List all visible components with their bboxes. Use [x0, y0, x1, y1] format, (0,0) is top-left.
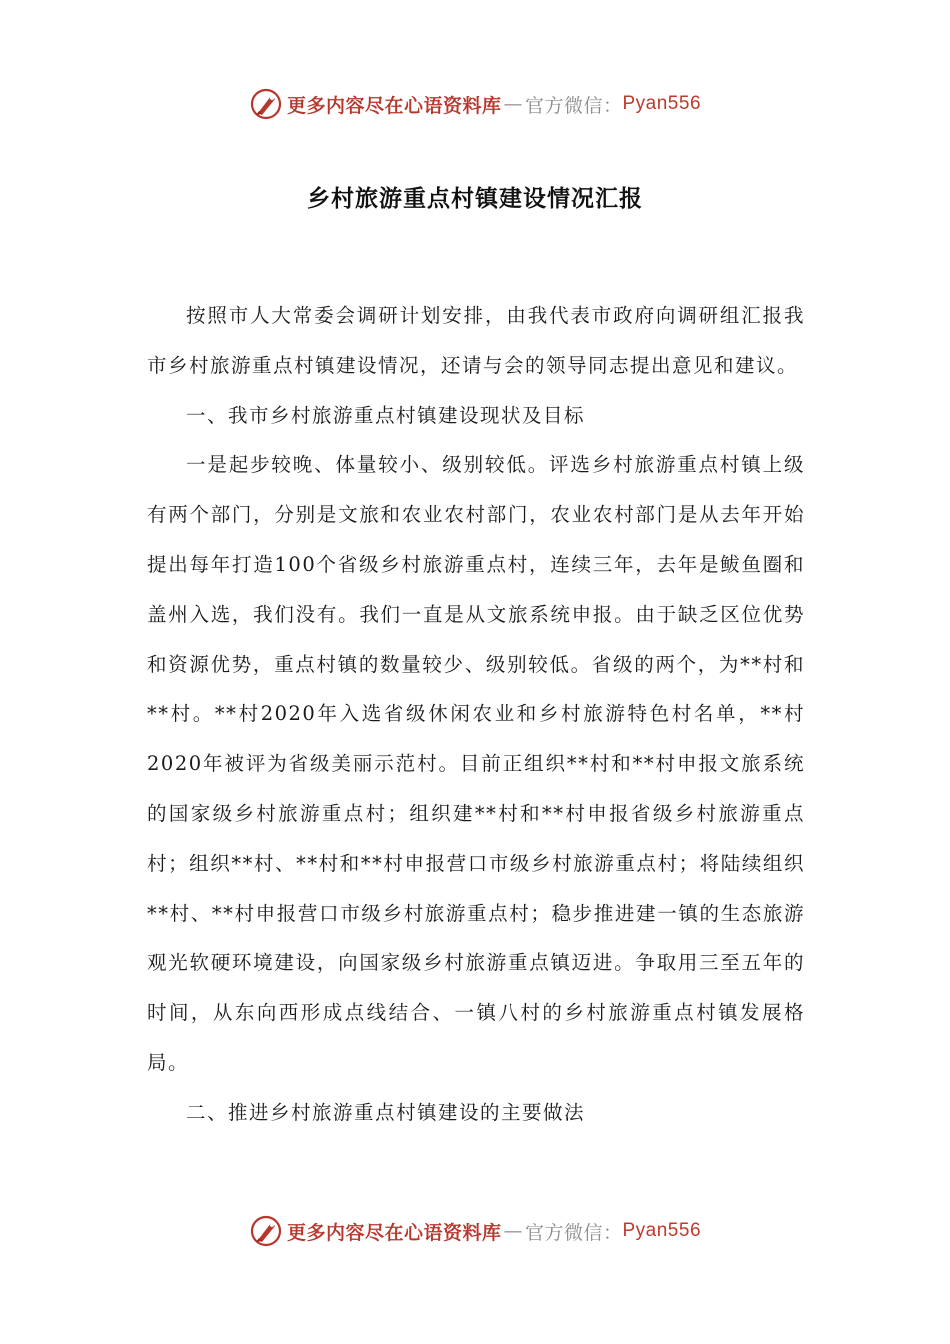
paragraph-status: 一是起步较晚、体量较小、级别较低。评选乡村旅游重点村镇上级有两个部门，分别是文旅和农业农村部门，农业农村部门是从去年开始提出每年打造100个省级乡村旅游重点村，连续三年，去年是鲅鱼圈和盖州入选，我们没有。我们一直是从文旅系统申报。由于缺乏区位优势和资源优势，重点村镇的数量较少、级别较低。省级的两个，为**村和**村。**村2020年入选省级休闲农业和乡村旅游特色村名单，**村2020年被评为省级美丽示范村。目前正组织**村和**村申报文旅系统的国家级乡村旅游重点村；组织建**村和**村申报省级乡村旅游重点村；组织**村、**村和**村申报营口市级乡村旅游重点村；将陆续组织**村、**村申报营口市级乡村旅游重点村；稳步推进建一镇的生态旅游观光软硬环境建设，向国家级乡村旅游重点镇迈进。争取用三至五年的时间，从东向西形成点线结合、一镇八村的乡村旅游重点村镇发展格局。: [147, 453, 805, 1074]
pen-nib-circle-icon: [249, 87, 283, 121]
watermark-header: [0, 84, 950, 124]
section-heading-2: 二、推进乡村旅游重点村镇建设的主要做法: [186, 1100, 586, 1124]
watermark-official-label: 官方微信：: [524, 94, 623, 117]
watermark-dash: —: [503, 93, 523, 115]
watermark-dash: —: [503, 1220, 523, 1242]
watermark-main-text: 更多内容尽在心语资料库: [286, 94, 502, 117]
section-heading-1: 一、我市乡村旅游重点村镇建设现状及目标: [186, 403, 586, 427]
watermark-wechat-id: Pyan556: [622, 93, 702, 114]
document-body: [147, 291, 805, 1138]
pen-nib-circle-icon: [249, 1214, 283, 1248]
watermark-main-text: 更多内容尽在心语资料库: [286, 1221, 502, 1244]
paragraph-intro: 按照市人大常委会调研计划安排，由我代表市政府向调研组汇报我市乡村旅游重点村镇建设情况，还请与会的领导同志提出意见和建议。: [147, 304, 805, 377]
watermark-wechat-id: Pyan556: [622, 1220, 702, 1241]
watermark-footer: [0, 1211, 950, 1251]
watermark-official-label: 官方微信：: [524, 1221, 623, 1244]
document-title: 乡村旅游重点村镇建设情况汇报: [307, 186, 643, 212]
